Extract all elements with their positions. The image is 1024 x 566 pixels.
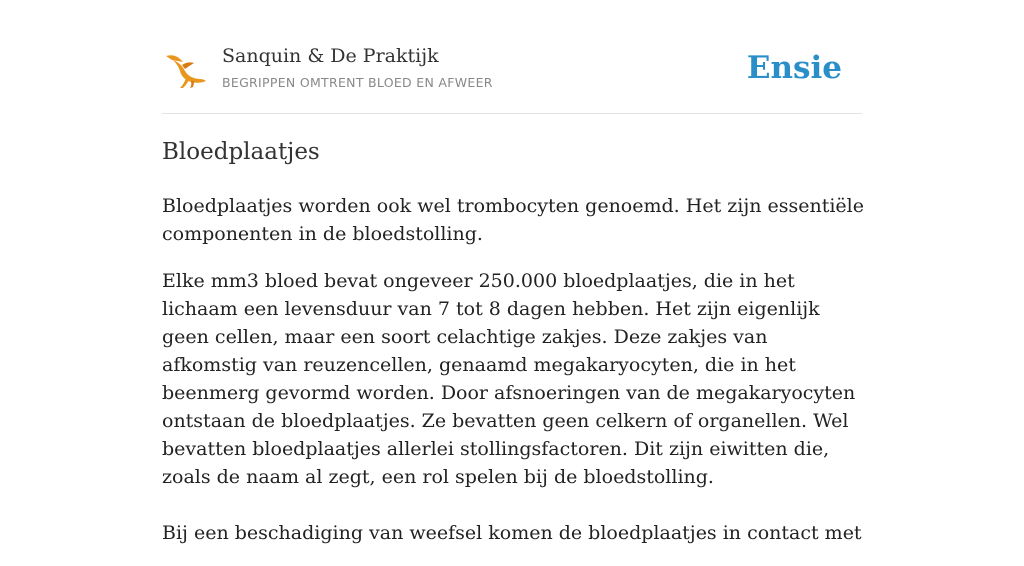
ensie-logo[interactable]: Ensie [746,50,842,86]
site-subtitle: BEGRIPPEN OMTRENT BLOED EN AFWEER [222,75,493,90]
article-title: Bloedplaatjes [162,139,320,165]
article-paragraph: Elke mm3 bloed bevat ongeveer 250.000 bloedplaatjes, die in het lichaam een levensduur van 7 tot 8 dagen hebben. Het zijn eigenlijk geen cellen, maar een soort celachtige zakjes. Deze zakjes van afkomstig van reuzencellen, genaamd megakaryocyten, die in het beenmerg gevormd worden. Door afsnoeringen van de megakaryocyten ontstaan de bloedplaatjes. Ze bevatten geen celkern of organellen. Wel bevatten bloedplaatjes allerlei stollingsfactoren. Dit zijn eiwitten die, zoals de naam al zegt, een rol spelen bij de bloedstolling. Bij een beschadiging van weefsel komen de bloedplaatjes in contact met [162,270,862,544]
article-paragraph: Bloedplaatjes worden ook wel trombocyten genoemd. Het zijn essentiële componenten in de bloedstolling. [162,195,864,245]
article [162,136,867,566]
site-title[interactable]: Sanquin & De Praktijk [222,45,439,67]
bird-logo-icon[interactable] [164,50,208,90]
site-header [162,40,862,114]
